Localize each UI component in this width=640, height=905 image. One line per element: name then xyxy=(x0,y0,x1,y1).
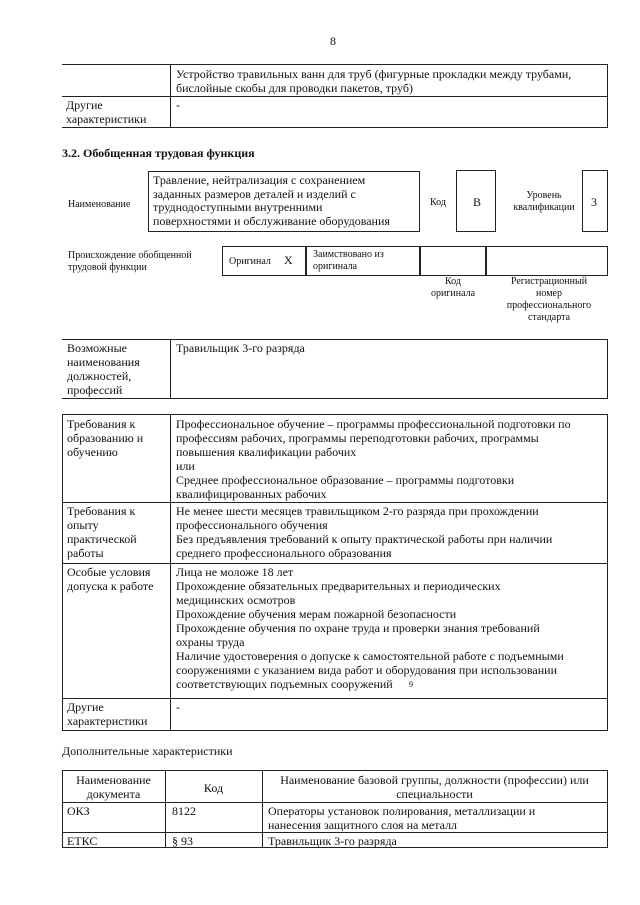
table-row-1-document: ОКЗ xyxy=(67,804,90,818)
special-value: Лица не моложе 18 лет Прохождение обязательных предварительных и периодических медицинских осмотров Прохождение обучения мерам пожарной безопасности Прохождение обучения по охране труда и проверки знания требований охраны труда Наличие удостоверения о допуске к самостоятельной работе с подъемными сооружениями с указанием вида работ и оборудования при использовании соответствующих подъемных сооружений xyxy=(176,565,564,691)
special-label: Особые условия допуска к работе xyxy=(67,565,154,593)
other-value: - xyxy=(176,700,180,714)
borrowed-label: Заимствовано из оригинала xyxy=(313,249,384,272)
additional-header-code: Код xyxy=(203,781,224,795)
page-number: 8 xyxy=(330,34,336,48)
positions-value: Травильщик 3-го разряда xyxy=(176,341,305,355)
table-row-1-name: Операторы установок полирования, металлизации и нанесения защитного слоя на металл xyxy=(268,804,536,832)
experience-value: Не менее шести месяцев травильщиком 2-го разряда при прохождении профессионального обучения Без предъявления требований к опыту практической работы при наличии среднего профессионального образования xyxy=(176,504,553,560)
level-value: 3 xyxy=(591,195,597,209)
additional-title: Дополнительные характеристики xyxy=(62,744,233,758)
original-code-box xyxy=(420,246,486,276)
additional-header-document: Наименование документа xyxy=(76,773,151,801)
experience-label: Требования к опыту практической работы xyxy=(67,504,137,560)
education-label: Требования к образованию и обучению xyxy=(67,417,144,459)
original-mark: X xyxy=(284,253,293,267)
top-table-row1-text: Устройство травильных ванн для труб (фигурные прокладки между трубами, бислойные скобы для проводки пакетов, труб) xyxy=(176,67,572,95)
top-table-row2-label: Другие характеристики xyxy=(66,98,147,126)
education-value: Профессиональное обучение – программы профессиональной подготовки по профессиям рабочих, программы переподготовки рабочих, программы повышения квалификации рабочих или Среднее профессиональное образование – программы подготовки квалифицированных рабочих xyxy=(176,417,571,501)
original-label: Оригинал xyxy=(229,256,271,267)
table-row-1-code: 8122 xyxy=(172,804,196,818)
code-value: B xyxy=(473,195,482,209)
name-label: Наименование xyxy=(68,199,131,210)
positions-label: Возможные наименования должностей, профессий xyxy=(67,341,140,397)
name-value: Травление, нейтрализация с сохранением заданных размеров деталей и изделий с труднодоступными внутренними поверхностями и обслуживание оборудования xyxy=(153,173,390,228)
table-row-2-code: § 93 xyxy=(172,834,193,848)
other-label: Другие характеристики xyxy=(67,700,148,728)
additional-header-name: Наименование базовой группы, должности (профессии) или специальности xyxy=(280,773,589,801)
code-caption: Код оригинала xyxy=(430,276,476,299)
reg-caption: Регистрационный номер профессионального стандарта xyxy=(506,276,592,323)
top-table-row2-value: - xyxy=(176,98,180,112)
special-footnote: 9 xyxy=(409,680,413,689)
origin-label: Происхождение обобщенной трудовой функции xyxy=(68,250,192,273)
level-label: Уровень квалификации xyxy=(513,190,575,213)
table-row-2-document: ЕТКС xyxy=(67,834,98,848)
code-label: Код xyxy=(430,197,446,208)
section-title: 3.2. Обобщенная трудовая функция xyxy=(62,146,255,160)
table-row-2-name: Травильщик 3-го разряда xyxy=(268,834,397,848)
reg-number-box xyxy=(486,246,608,276)
